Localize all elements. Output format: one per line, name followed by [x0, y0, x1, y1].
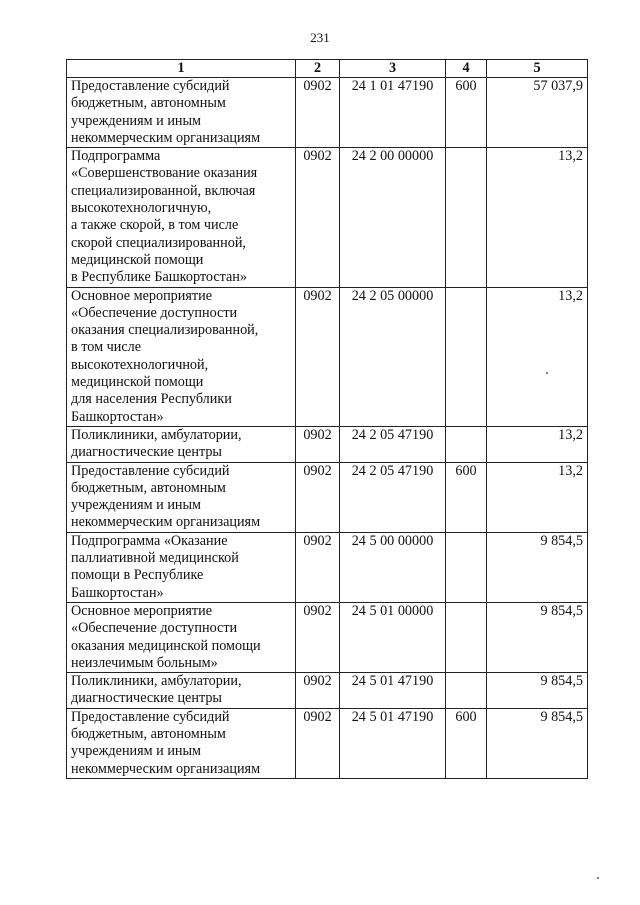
row-code: 24 5 01 47190 — [340, 673, 446, 709]
row-name: Поликлиники, амбулатории, диагностические центры — [67, 673, 296, 709]
row-amount: 57 037,9 — [487, 78, 588, 148]
scan-speck — [546, 372, 548, 374]
table-row — [67, 148, 588, 287]
row-name: Предоставление субсидий бюджетным, автономным учреждениям и иным некоммерческим организациям — [67, 708, 296, 778]
row-name: Предоставление субсидий бюджетным, автономным учреждениям и иным некоммерческим организациям — [67, 462, 296, 532]
row-type — [446, 287, 487, 426]
row-type — [446, 148, 487, 287]
row-code: 24 2 05 00000 — [340, 287, 446, 426]
row-section: 0902 — [296, 462, 340, 532]
row-type: 600 — [446, 708, 487, 778]
row-section: 0902 — [296, 673, 340, 709]
row-section: 0902 — [296, 148, 340, 287]
table-row — [67, 287, 588, 426]
table-row — [67, 673, 588, 709]
row-name: Поликлиники, амбулатории, диагностические центры — [67, 426, 296, 462]
row-amount: 9 854,5 — [487, 673, 588, 709]
row-code: 24 2 05 47190 — [340, 426, 446, 462]
row-name: Предоставление субсидий бюджетным, автономным учреждениям и иным некоммерческим организациям — [67, 78, 296, 148]
row-code: 24 2 05 47190 — [340, 462, 446, 532]
column-header-code: 3 — [340, 60, 446, 78]
row-type: 600 — [446, 462, 487, 532]
table-row — [67, 708, 588, 778]
row-code: 24 5 01 47190 — [340, 708, 446, 778]
row-amount: 9 854,5 — [487, 532, 588, 602]
row-code: 24 5 01 00000 — [340, 602, 446, 672]
table-row — [67, 532, 588, 602]
table-row — [67, 426, 588, 462]
row-section: 0902 — [296, 287, 340, 426]
page-number: 231 — [310, 30, 330, 45]
header-row — [67, 60, 588, 78]
row-section: 0902 — [296, 602, 340, 672]
row-name: Подпрограмма «Оказание паллиативной медицинской помощи в Республике Башкортостан» — [67, 532, 296, 602]
row-name: Основное мероприятие «Обеспечение доступности оказания специализированной, в том числе высокотехнологичной, медицинской помощи для населения Республики Башкортостан» — [67, 287, 296, 426]
table-row — [67, 78, 588, 148]
row-section: 0902 — [296, 708, 340, 778]
budget-table — [66, 59, 588, 779]
table-body — [67, 78, 588, 779]
row-amount: 13,2 — [487, 148, 588, 287]
row-type — [446, 532, 487, 602]
row-type — [446, 426, 487, 462]
scan-speck — [597, 877, 599, 879]
row-amount: 9 854,5 — [487, 602, 588, 672]
row-name: Основное мероприятие «Обеспечение доступности оказания медицинской помощи неизлечимым больным» — [67, 602, 296, 672]
column-header-amount: 5 — [487, 60, 588, 78]
column-header-type: 4 — [446, 60, 487, 78]
row-section: 0902 — [296, 78, 340, 148]
table-row — [67, 602, 588, 672]
row-amount: 9 854,5 — [487, 708, 588, 778]
row-type: 600 — [446, 78, 487, 148]
table-row — [67, 462, 588, 532]
row-type — [446, 602, 487, 672]
row-amount: 13,2 — [487, 426, 588, 462]
row-amount: 13,2 — [487, 462, 588, 532]
row-amount: 13,2 — [487, 287, 588, 426]
row-name: Подпрограмма «Совершенствование оказания специализированной, включая высокотехнологичную, а также скорой, в том числе скорой специализированной, медицинской помощи в Республике Башкортостан» — [67, 148, 296, 287]
row-section: 0902 — [296, 532, 340, 602]
column-header-section: 2 — [296, 60, 340, 78]
row-code: 24 2 00 00000 — [340, 148, 446, 287]
column-header-name: 1 — [67, 60, 296, 78]
row-code: 24 1 01 47190 — [340, 78, 446, 148]
row-code: 24 5 00 00000 — [340, 532, 446, 602]
row-section: 0902 — [296, 426, 340, 462]
row-type — [446, 673, 487, 709]
